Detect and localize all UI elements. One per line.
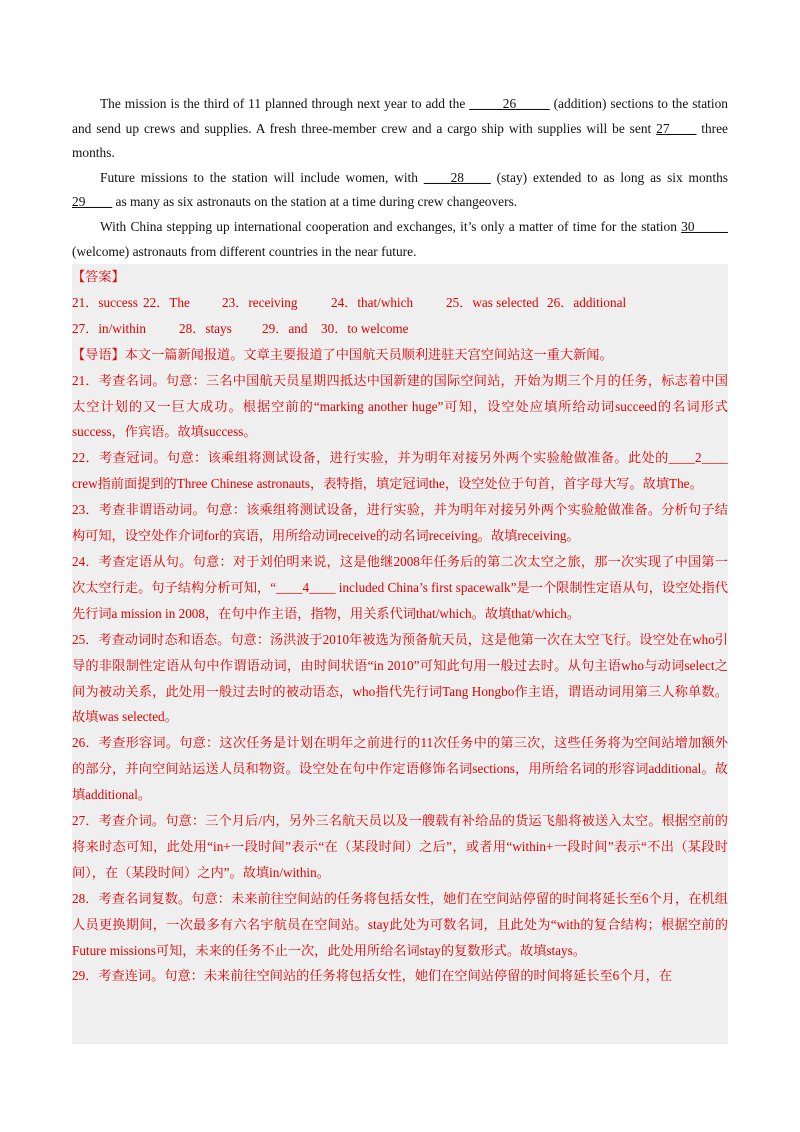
answer-row-2 [72, 316, 728, 342]
blank-26: _____26_____ [469, 96, 550, 111]
explanation-28: 28．考查名词复数。句意：未来前往空间站的任务将包括女性，她们在空间站停留的时间将延长至6个月，在机组人员更换期间，一次最多有六名宇航员在空间站。stay此处为可数名词，且此处为“with的复合结构；根据空前的Future missions可知，未来的任务不止一次，此处用所给名词stay的复数形式。故填stays。 [72, 890, 728, 958]
explanation-26: 26．考查形容词。句意：这次任务是计划在明年之前进行的11次任务中的第三次，这些任务将为空间站增加额外的部分，并向空间站运送人员和物资。设空处在句中作定语修饰名词sections，用所给名词的形容词additional。故填additional。 [72, 735, 728, 803]
blank-28: ____28____ [423, 169, 491, 185]
passage-text: (addition) sections to the station and send up crews and supplies. A fresh three-member crew and a cargo ship with supplies will be sent [72, 96, 728, 136]
answer-28: 28．stays [179, 320, 232, 336]
explanation-23: 23．考查非谓语动词。句意：该乘组将测试设备，进行实验，并为明年对接另外两个实验舱做准备。分析句子结构可知，设空处作介词for的宾语，用所给动词receive的动名词receiving。故填receiving。 [72, 502, 728, 544]
passage-text: The mission is the third of 11 planned through next year to add the [100, 96, 470, 111]
passage-text: three months. [72, 120, 728, 161]
passage-paragraph-2 [72, 166, 728, 215]
blank-29: 29____ [72, 194, 113, 210]
passage-text: With China stepping up international cooperation and exchanges, it’s only a matter of time for the station [100, 218, 682, 234]
explanation-21: 21．考查名词。句意：三名中国航天员星期四抵达中国新建的国际空间站，开始为期三个月的任务，标志着中国太空计划的又一巨大成功。根据空前的“marking another huge”可知，设空处应填所给动词succeed的名词形式success，作宾语。故填success。 [72, 372, 728, 440]
answer-section [72, 264, 728, 1044]
answer-23: 23．receiving [222, 294, 298, 310]
explanation-25: 25．考查动词时态和语态。句意：汤洪波于2010年被选为预备航天员，这是他第一次在太空飞行。设空处在who引导的非限制性定语从句中作谓语动词，由时间状语“in 2010”可知此句用一般过去时。从句主语who与动词select之间为被动关系，此处用一般过去时的被动语态，who指代先行词Tang Hongbo作主语，谓语动词用第三人称单数。故填was selected。 [72, 631, 728, 725]
explanation-22: 22．考查冠词。句意：该乘组将测试设备，进行实验，并为明年对接另外两个实验舱做准备。此处的____2____ crew指前面提到的Three Chinese astronauts，表特指，填定冠词the，设空处位于句首，首字母大写。故填The。 [72, 450, 728, 492]
answer-22: 22．The [143, 294, 190, 310]
passage-text: Future missions to the station will include women, with [100, 169, 424, 185]
answer-row-1 [72, 290, 728, 316]
passage-paragraph-1 [72, 92, 728, 166]
answer-26: 26．additional [547, 294, 627, 310]
explanation-29: 29．考查连词。句意：未来前往空间站的任务将包括女性，她们在空间站停留的时间将延长至6个月，在 [72, 968, 673, 984]
blank-27: 27____ [656, 120, 697, 136]
passage-paragraph-3 [72, 215, 728, 264]
passage-text: (welcome) astronauts from different countries in the near future. [72, 243, 417, 259]
answer-29: 29．and [262, 320, 308, 336]
answer-heading: 【答案】 [72, 269, 125, 284]
answer-30: 30．to welcome [321, 320, 409, 336]
answer-24: 24．that/which [331, 294, 414, 310]
answer-21: 21．success [72, 294, 138, 310]
passage-text: as many as six astronauts on the station at a time during crew changeovers. [112, 194, 518, 210]
answer-27: 27．in/within [72, 320, 146, 336]
cloze-passage [72, 92, 728, 264]
explanation-27: 27．考查介词。句意：三个月后/内，另外三名航天员以及一艘载有补给品的货运飞船将被送入太空。根据空前的将来时态可知，此处用“in+一段时间”表示“在（某段时间）之后”，或者用“within+一段时间”表示“不出（某段时间），在（某段时间）之内”。故填in/within。 [72, 813, 728, 880]
answer-25: 25．was selected [446, 294, 539, 310]
explanation-24: 24．考查定语从句。句意：对于刘伯明来说，这是他继2008年任务后的第二次太空之旅，那一次实现了中国第一次太空行走。句子结构分析可知，“____4____ included China’s first spacewalk”是一个限制性定语从句，设空处指代先行词a mission in 2008，在句中作主语，指物，用关系代词that/which。故填that/which。 [72, 553, 728, 621]
explanation-intro: 【导语】本文一篇新闻报道。文章主要报道了中国航天员顺利进驻天宫空间站这一重大新闻。 [72, 346, 613, 362]
blank-30: 30_____ [681, 218, 728, 234]
passage-text: (stay) extended to as long as six months [490, 169, 728, 185]
